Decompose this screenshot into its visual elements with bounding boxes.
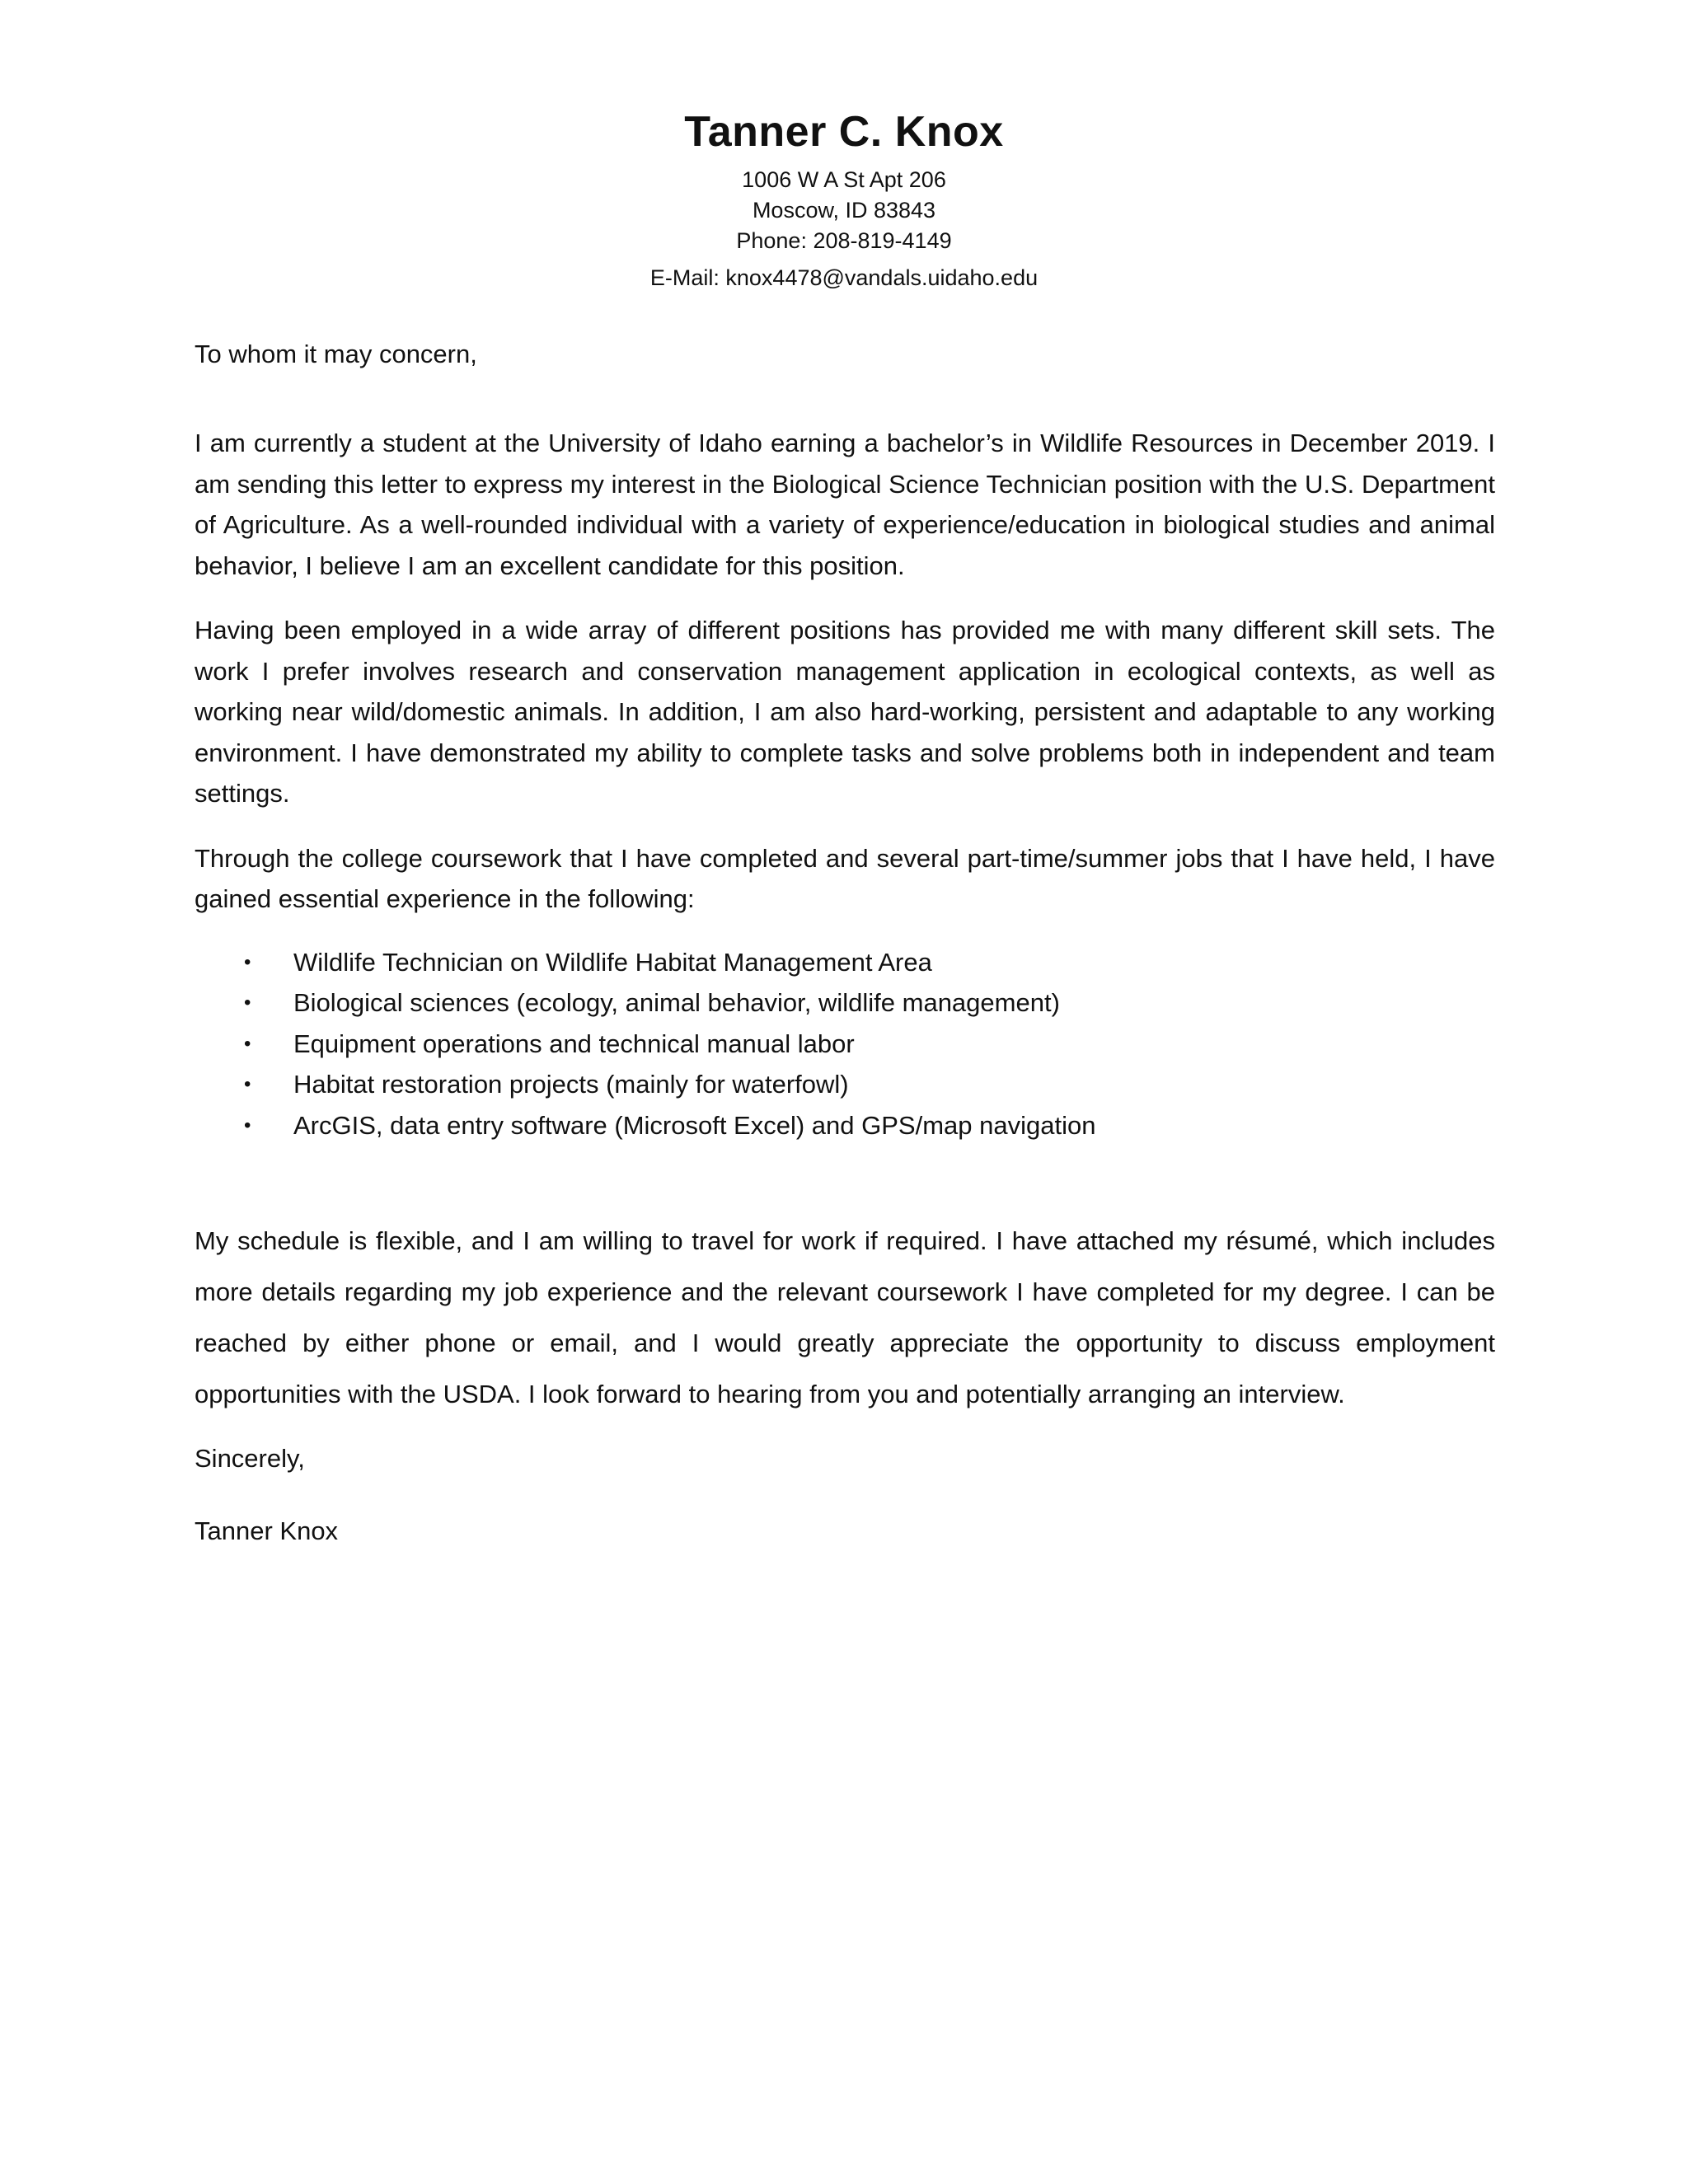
list-item (195, 1105, 1495, 1146)
letter-body (195, 334, 1495, 1552)
bullet-icon: • (244, 1073, 251, 1096)
bullet-icon: • (244, 1032, 251, 1055)
signature: Tanner Knox (195, 1516, 339, 1545)
sender-name: Tanner C. Knox (684, 108, 1004, 156)
phone-line: Phone: 208-819-4149 (736, 228, 952, 253)
list-item-text: ArcGIS, data entry software (Microsoft Excel) and GPS/map navigation (293, 1110, 1096, 1140)
address-line-1: 1006 W A St Apt 206 (742, 167, 946, 192)
experience-list (195, 942, 1495, 1146)
list-item (195, 982, 1495, 1024)
list-item (195, 942, 1495, 983)
paragraph-closing: My schedule is flexible, and I am willing to travel for work if required. I have attached my résumé, which includes more details regarding my job experience and the relevant coursework I have completed for my degree. I can be reached by either phone or email, and I would greatly appreciate the opportunity to discuss employment opportunities with the USDA. I look forward to hearing from you and potentially arranging an interview. (195, 1226, 1495, 1408)
bullet-icon: • (244, 1113, 251, 1137)
list-item (195, 1024, 1495, 1065)
bullet-icon: • (244, 991, 251, 1015)
salutation: To whom it may concern, (195, 340, 477, 368)
closing: Sincerely, (195, 1443, 305, 1473)
paragraph-skills: Having been employed in a wide array of different positions has provided me with many different skill sets. The work I prefer involves research and conservation management application in ecological contexts, as well as working near wild/domestic animals. In addition, I am also hard-working, persistent and adaptable to any working environment. I have demonstrated my ability to complete tasks and solve problems both in independent and team settings. (195, 616, 1495, 808)
email-line: E-Mail: knox4478@vandals.uidaho.edu (649, 265, 1039, 290)
bullet-icon: • (244, 950, 251, 973)
list-item-text: Habitat restoration projects (mainly for waterfowl) (293, 1070, 849, 1099)
list-item-text: Biological sciences (ecology, animal behavior, wildlife management) (293, 988, 1060, 1018)
address-line-2: Moscow, ID 83843 (752, 198, 936, 223)
paragraph-experience-lead: Through the college coursework that I have completed and several part-time/summer jobs that I have held, I have gained essential experience in the following: (195, 843, 1495, 913)
paragraph-intro: I am currently a student at the University of Idaho earning a bachelor’s in Wildlife Resources in December 2019. I am sending this letter to express my interest in the Biological Science Technician position with the U.S. Department of Agriculture. As a well-rounded individual with a variety of experience/education in biological studies and animal behavior, I believe I am an excellent candidate for this position. (195, 429, 1495, 580)
list-item (195, 1064, 1495, 1105)
letterhead (0, 99, 1688, 293)
list-item-text: Equipment operations and technical manual labor (293, 1029, 855, 1058)
list-item-text: Wildlife Technician on Wildlife Habitat Management Area (293, 947, 932, 977)
